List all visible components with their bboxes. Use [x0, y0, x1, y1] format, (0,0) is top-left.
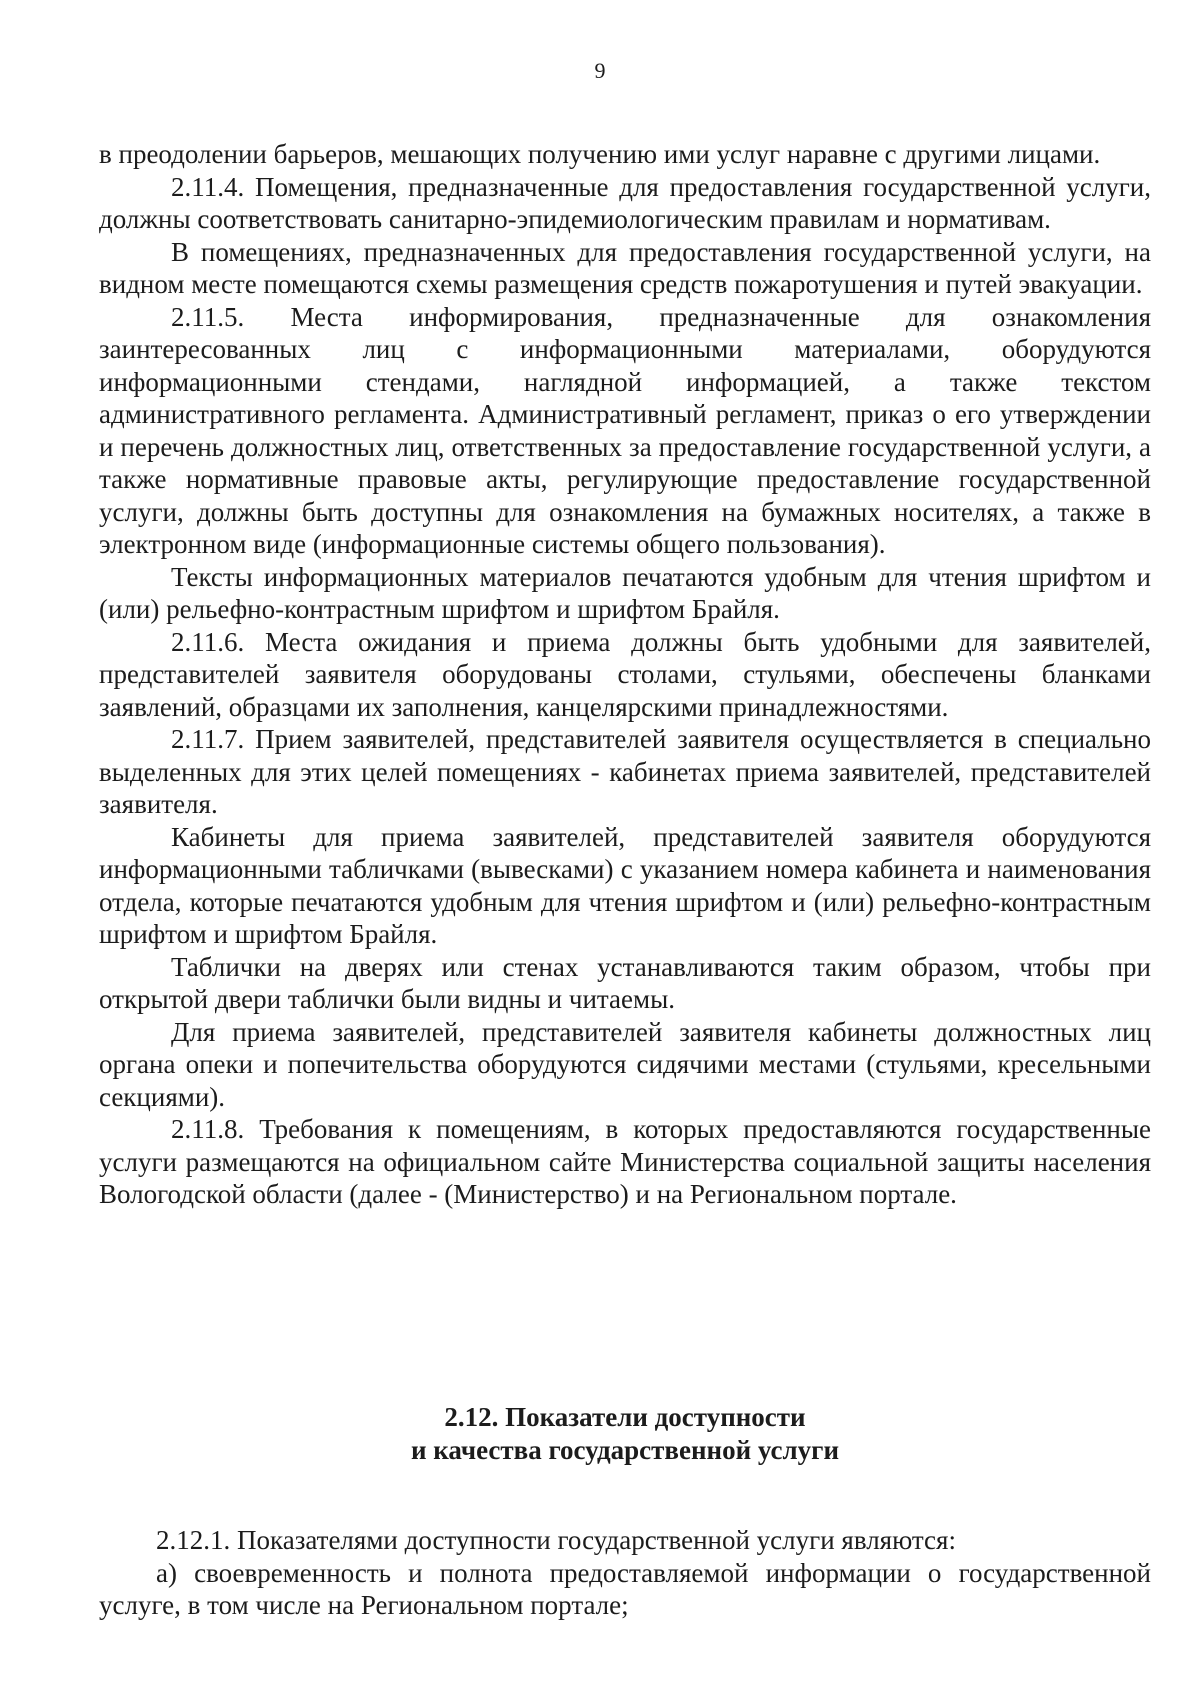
- paragraph-2-12-1: 2.12.1. Показателями доступности государственной услуги являются:: [156, 1525, 956, 1555]
- paragraph-2-11-4: 2.11.4. Помещения, предназначенные для предоставления государственной услуги, должны соответствовать санитарно-эпидемиологическим правилам и нормативам.: [99, 171, 1151, 234]
- section-heading: [99, 1401, 1151, 1467]
- paragraph-2-11-5: 2.11.5. Места информирования, предназначенные для ознакомления заинтересованных лиц с информационными материалами, оборудуются информационными стендами, наглядной информацией, а также текстом административного регламента. Административный регламент, приказ о его утверждении и перечень должностных лиц, ответственных за предоставление государственной услуги, а также нормативные правовые акты, регулирующие предоставление государственной услуги, должны быть доступны для ознакомления на бумажных носителях, а также в электронном виде (информационные системы общего пользования).: [99, 301, 1151, 559]
- paragraph-item-a: а) своевременность и полнота предоставляемой информации о государственной услуге, в том числе на Региональном портале;: [99, 1557, 1151, 1620]
- paragraph-materials-font: Тексты информационных материалов печатаются удобным для чтения шрифтом и (или) рельефно-контрастным шрифтом и шрифтом Брайля.: [99, 561, 1151, 624]
- paragraph-continuation: в преодолении барьеров, мешающих получению ими услуг наравне с другими лицами.: [99, 139, 1101, 169]
- paragraph-2-11-8: 2.11.8. Требования к помещениям, в которых предоставляются государственные услуги размещаются на официальном сайте Министерства социальной защиты населения Вологодской области (далее - (Министерство) и на Региональном портале.: [99, 1114, 1151, 1209]
- paragraph-cabinet-signs: Кабинеты для приема заявителей, представителей заявителя оборудуются информационными табличками (вывесками) с указанием номера кабинета и наименования отдела, которые печатаются удобным для чтения шрифтом и (или) рельефно-контрастным шрифтом и шрифтом Брайля.: [99, 821, 1151, 949]
- paragraph-2-11-7: 2.11.7. Прием заявителей, представителей заявителя осуществляется в специально выделенных для этих целей помещениях - кабинетах приема заявителей, представителей заявителя.: [99, 724, 1151, 819]
- paragraph-door-signs: Таблички на дверях или стенах устанавливаются таким образом, чтобы при открытой двери таблички были видны и читаемы.: [99, 951, 1151, 1014]
- page-number: 9: [594, 58, 606, 83]
- body-text-block-2: [99, 1524, 1151, 1622]
- section-heading-line-2: и качества государственной услуги: [410, 1435, 840, 1465]
- paragraph-seating: Для приема заявителей, представителей заявителя кабинеты должностных лиц органа опеки и попечительства оборудуются сидячими местами (стульями, кресельными секциями).: [99, 1016, 1151, 1112]
- paragraph-evacuation-schemes: В помещениях, предназначенных для предоставления государственной услуги, на видном месте помещаются схемы размещения средств пожаротушения и путей эвакуации.: [99, 236, 1151, 299]
- section-heading-line-1: 2.12. Показатели доступности: [444, 1402, 806, 1432]
- paragraph-2-11-6: 2.11.6. Места ожидания и приема должны быть удобными для заявителей, представителей заявителя оборудованы столами, стульями, обеспечены бланками заявлений, образцами их заполнения, канцелярскими принадлежностями.: [99, 626, 1151, 722]
- body-text-block: [99, 138, 1151, 1211]
